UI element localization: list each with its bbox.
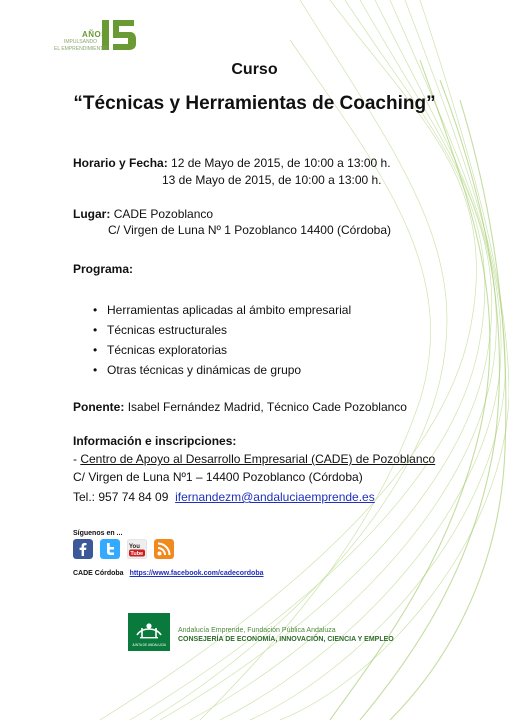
logo-tagline-2: EL EMPRENDIMIENTO: [54, 46, 108, 52]
cade-facebook-line: [73, 570, 264, 577]
horario-date-1: 12 de Mayo de 2015, de 10:00 a 13:00 h.: [171, 156, 391, 170]
cade-facebook-link[interactable]: https://www.facebook.com/cadecordoba: [129, 570, 264, 577]
youtube-icon[interactable]: [127, 539, 147, 559]
twitter-icon[interactable]: [100, 539, 120, 559]
list-item: • Otras técnicas y dinámicas de grupo: [93, 363, 351, 383]
facebook-icon[interactable]: [73, 539, 93, 559]
lugar-name: CADE Pozoblanco: [113, 207, 214, 221]
info-address: C/ Virgen de Luna Nº1 – 14400 Pozoblanco (Córdoba): [73, 470, 363, 484]
ponente-label: Ponente:: [73, 400, 125, 414]
junta-emblem-icon: [128, 613, 170, 651]
info-label: Información e inscripciones:: [73, 434, 237, 448]
lugar-label: Lugar:: [73, 207, 111, 221]
footer-consejeria: CONSEJERÍA DE ECONOMÍA, INNOVACIÓN, CIENCIA Y EMPLEO: [178, 636, 394, 643]
page-title: “Técnicas y Herramientas de Coaching”: [73, 93, 436, 114]
junta-logo: [128, 613, 170, 651]
title-curso: Curso: [231, 61, 278, 78]
horario-label: Horario y Fecha:: [73, 156, 168, 170]
horario-date-2: 13 de Mayo de 2015, de 10:00 a 13:00 h.: [162, 173, 382, 187]
horario-line: [73, 156, 391, 170]
junta-label: JUNTA DE ANDALUCIA: [131, 643, 167, 647]
logo-anos-text: AÑOS: [82, 30, 108, 39]
svg-text:Tube: Tube: [130, 551, 144, 557]
info-contact: [73, 490, 375, 504]
lugar-line: [73, 207, 213, 221]
rss-icon[interactable]: [154, 539, 174, 559]
info-prefix: -: [73, 452, 81, 466]
cade-link[interactable]: Centro de Apoyo al Desarrollo Empresarial (CADE) de Pozoblanco: [80, 452, 436, 466]
ponente-line: [73, 400, 407, 414]
list-item: • Técnicas exploratorias: [93, 343, 351, 363]
cade-label: CADE Córdoba: [73, 570, 124, 577]
list-item: • Técnicas estructurales: [93, 323, 351, 343]
lugar-address: C/ Virgen de Luna Nº 1 Pozoblanco 14400 (Córdoba): [108, 223, 392, 237]
info-link-line: [73, 452, 435, 466]
ponente-value: Isabel Fernández Madrid, Técnico Cade Pozoblanco: [127, 400, 407, 414]
list-item: • Herramientas aplicadas al ámbito empresarial: [93, 303, 351, 323]
info-tel: Tel.: 957 74 84 09: [73, 490, 169, 504]
programa-label: Programa:: [73, 262, 134, 276]
logo-tagline-1: IMPULSANDO: [64, 39, 98, 45]
social-label: Síguenos en ...: [73, 530, 123, 537]
programa-list: [93, 303, 351, 383]
footer-org: Andalucía Emprende, Fundación Pública Andaluza: [178, 627, 336, 634]
svg-text:You: You: [129, 544, 140, 550]
email-link[interactable]: ifernandezm@andaluciaemprende.es: [175, 490, 375, 504]
